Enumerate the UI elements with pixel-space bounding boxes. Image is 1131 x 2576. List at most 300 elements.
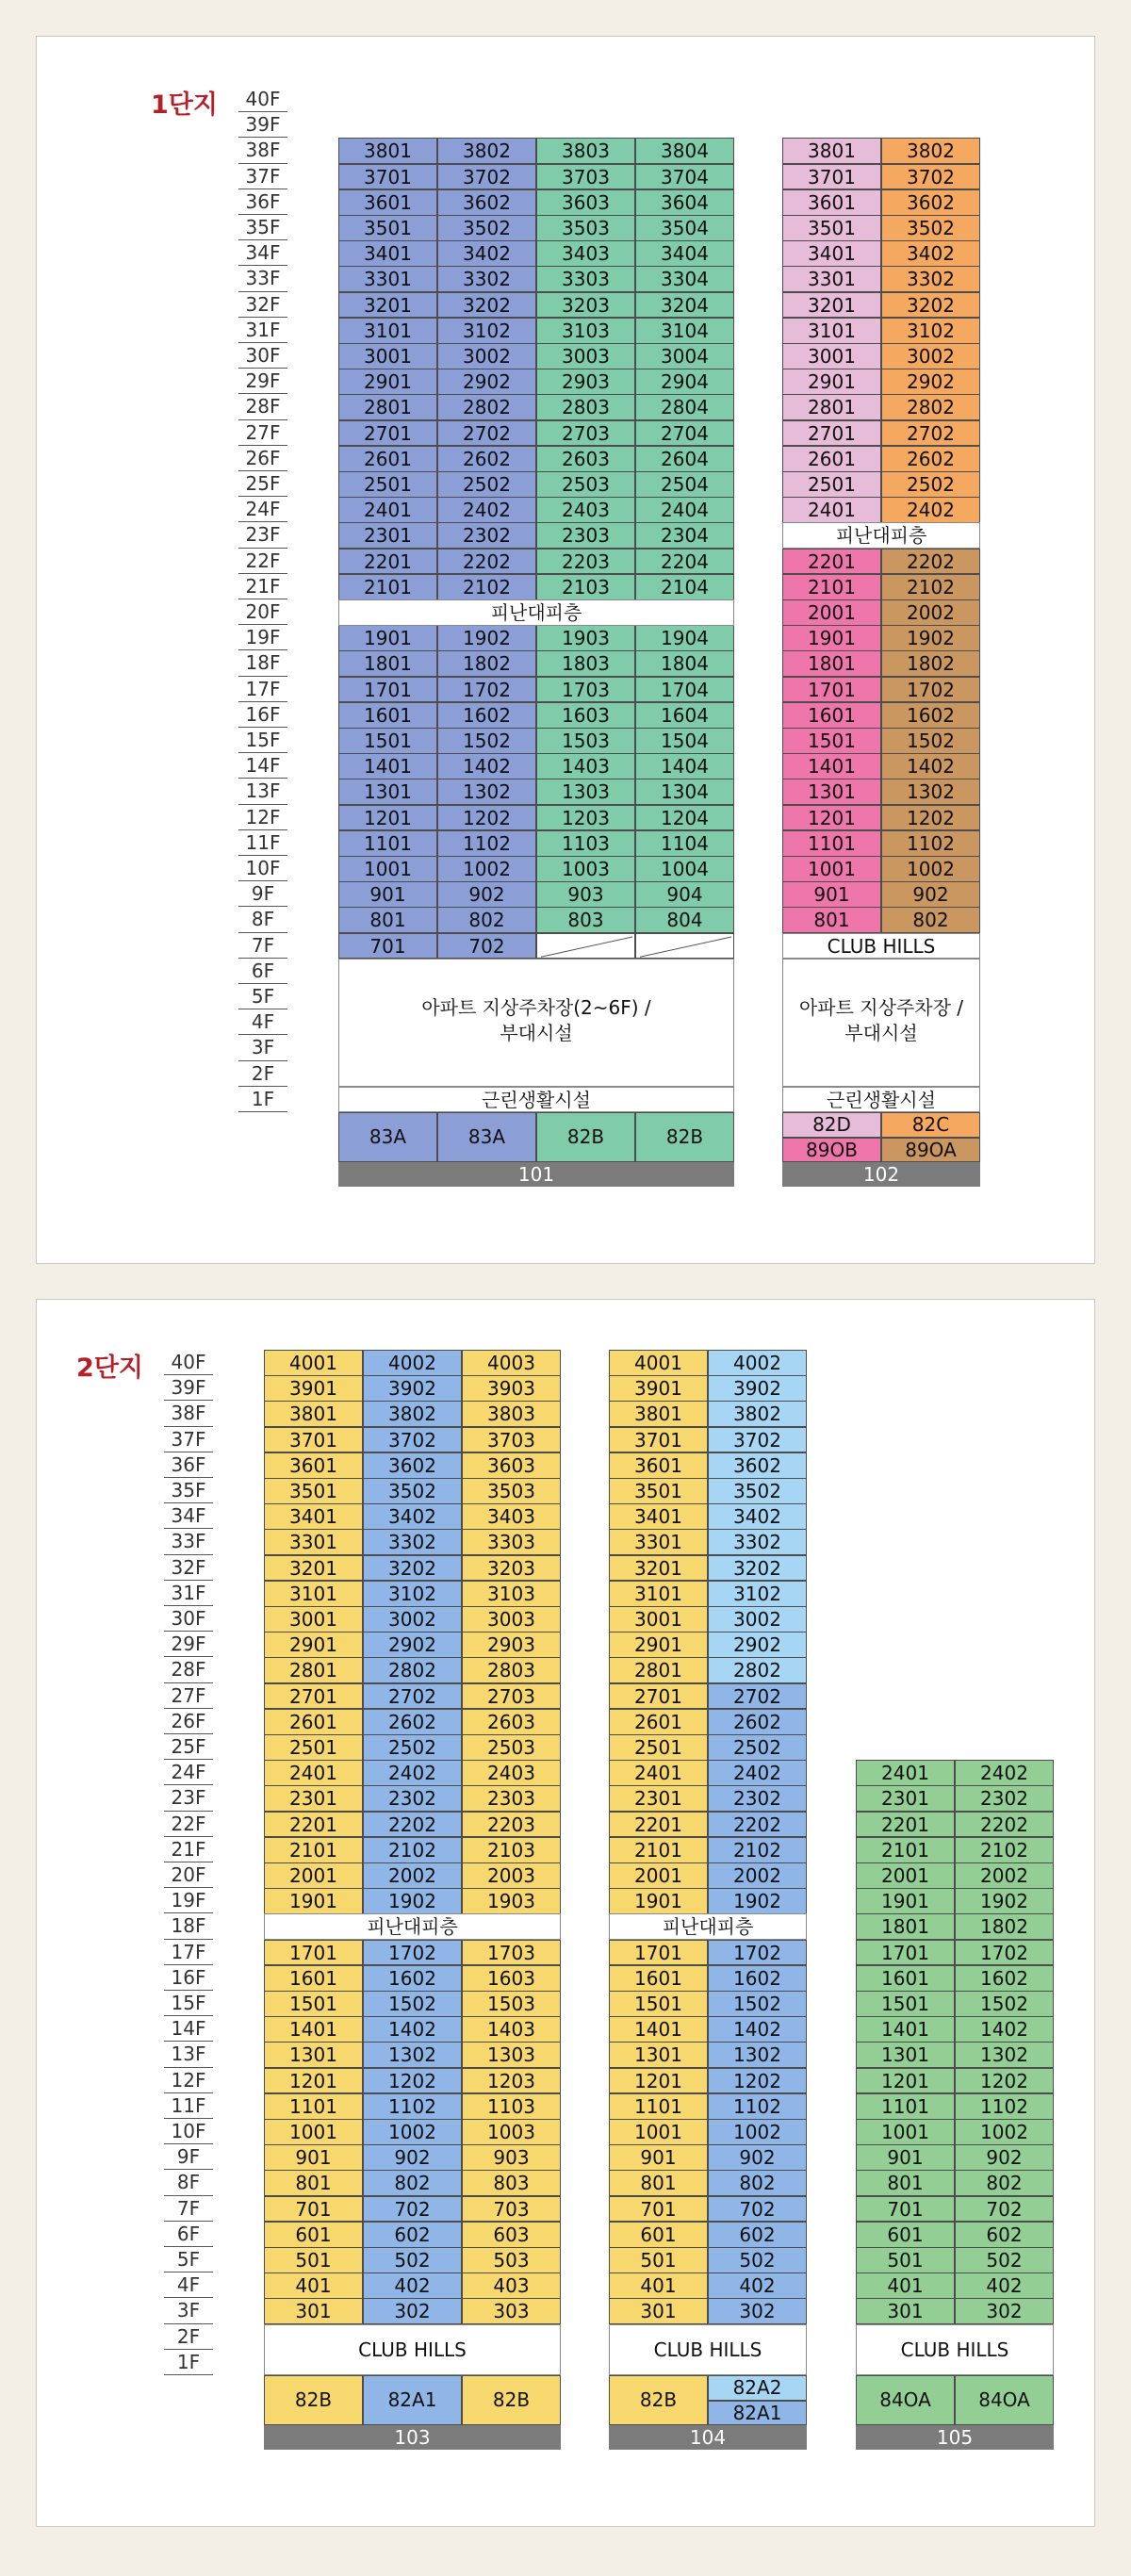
unit-cell: 1004 <box>635 856 734 882</box>
floor-label: 9F <box>164 2144 213 2170</box>
unit-cell: 3102 <box>363 1581 462 1607</box>
unit-type-label: 83A <box>338 1112 437 1162</box>
unit-cell: 3303 <box>536 266 635 292</box>
club-hills-label: CLUB HILLS <box>264 2324 561 2375</box>
unit-cell: 3901 <box>264 1375 363 1402</box>
refuge-floor-label: 피난대피층 <box>338 599 734 626</box>
unit-cell: 1503 <box>462 1991 561 2017</box>
unit-cell: 1102 <box>881 830 980 857</box>
unit-cell: 502 <box>708 2247 807 2273</box>
unit-cell: 701 <box>609 2196 708 2223</box>
unit-cell: 1903 <box>462 1888 561 1914</box>
unit-cell: 401 <box>856 2272 955 2299</box>
unit-cell: 2603 <box>462 1709 561 1735</box>
unit-cell: 3603 <box>536 189 635 216</box>
building-number-104: 104 <box>609 2425 807 2450</box>
unit-cell: 901 <box>856 2144 955 2171</box>
building-number-105: 105 <box>856 2425 1054 2450</box>
unit-cell: 1102 <box>708 2093 807 2120</box>
unit-cell: 1901 <box>264 1888 363 1914</box>
unit-cell: 3003 <box>462 1606 561 1633</box>
unit-cell: 2301 <box>856 1785 955 1812</box>
floor-label: 5F <box>164 2247 213 2272</box>
unit-cell: 1203 <box>462 2068 561 2094</box>
unit-type-label: 82B <box>609 2375 708 2425</box>
unit-cell: 3701 <box>264 1427 363 1453</box>
unit-cell: 301 <box>264 2298 363 2324</box>
unit-cell: 1802 <box>955 1913 1054 1940</box>
unit-cell: 1701 <box>264 1940 363 1966</box>
floor-label: 31F <box>238 318 287 343</box>
floor-label: 28F <box>238 394 287 419</box>
unit-cell: 3201 <box>264 1555 363 1582</box>
unit-cell: 2602 <box>708 1709 807 1735</box>
complex2-panel <box>36 1299 1095 2527</box>
unit-cell: 3401 <box>338 240 437 267</box>
unit-cell: 1501 <box>338 728 437 754</box>
unit-cell: 901 <box>609 2144 708 2171</box>
unit-cell: 1101 <box>856 2093 955 2120</box>
unit-cell: 3503 <box>536 215 635 241</box>
unit-cell: 902 <box>881 881 980 908</box>
refuge-floor-label: 피난대피층 <box>609 1913 807 1940</box>
unit-cell: 3303 <box>462 1529 561 1555</box>
unit-cell: 3702 <box>363 1427 462 1453</box>
floor-label: 24F <box>238 497 287 522</box>
unit-cell: 3202 <box>881 292 980 319</box>
unit-cell: 501 <box>856 2247 955 2273</box>
floor-label: 17F <box>164 1940 213 1965</box>
unit-cell: 3102 <box>437 318 536 344</box>
unit-cell: 2201 <box>338 549 437 575</box>
unit-cell: 2103 <box>462 1837 561 1863</box>
unit-cell: 2704 <box>635 420 734 447</box>
unit-cell: 3301 <box>338 266 437 292</box>
floor-label: 28F <box>164 1657 213 1682</box>
unit-cell: 801 <box>338 907 437 933</box>
unit-cell: 3302 <box>437 266 536 292</box>
unit-cell: 1202 <box>363 2068 462 2094</box>
floor-label: 29F <box>238 369 287 394</box>
unit-cell: 1002 <box>955 2119 1054 2145</box>
unit-cell: 1401 <box>856 2016 955 2043</box>
unit-cell: 2703 <box>536 420 635 447</box>
floor-label: 14F <box>238 753 287 779</box>
floor-label: 22F <box>238 549 287 574</box>
unit-cell: 3101 <box>609 1581 708 1607</box>
unit-cell: 3002 <box>881 343 980 369</box>
unit-cell: 1302 <box>437 779 536 805</box>
unit-cell: 2801 <box>264 1657 363 1683</box>
floor-label: 25F <box>238 471 287 497</box>
unit-type-label: 82C <box>881 1112 980 1138</box>
unit-cell: 3001 <box>338 343 437 369</box>
parking-facilities-block <box>338 959 734 1087</box>
unit-cell: 1201 <box>264 2068 363 2094</box>
unit-cell: 603 <box>462 2222 561 2248</box>
unit-cell: 1302 <box>363 2042 462 2068</box>
unit-cell: 902 <box>955 2144 1054 2171</box>
unit-cell: 2601 <box>338 446 437 472</box>
unit-cell: 401 <box>264 2272 363 2299</box>
unit-cell: 1702 <box>437 677 536 703</box>
unit-cell: 1102 <box>363 2093 462 2120</box>
unit-cell: 3501 <box>264 1478 363 1504</box>
unit-cell: 302 <box>708 2298 807 2324</box>
floor-label: 33F <box>238 266 287 291</box>
floor-label: 11F <box>238 830 287 856</box>
unit-cell: 2701 <box>609 1683 708 1710</box>
floor-label: 17F <box>238 677 287 702</box>
unit-cell: 3104 <box>635 318 734 344</box>
unit-cell: 3101 <box>338 318 437 344</box>
floor-label: 29F <box>164 1632 213 1657</box>
parking-facilities-block <box>782 959 980 1087</box>
unit-cell: 1701 <box>782 677 881 703</box>
floor-label: 3F <box>164 2298 213 2323</box>
unit-cell: 2102 <box>881 574 980 600</box>
unit-cell: 1101 <box>609 2093 708 2120</box>
unit-cell: 802 <box>363 2170 462 2196</box>
unit-cell: 1103 <box>462 2093 561 2120</box>
unit-cell: 3004 <box>635 343 734 369</box>
floor-label: 30F <box>164 1606 213 1632</box>
unit-cell: 1703 <box>536 677 635 703</box>
unit-cell: 2501 <box>782 471 881 498</box>
complex1-panel <box>36 36 1095 1264</box>
floor-label: 2F <box>164 2324 213 2350</box>
unit-cell: 1603 <box>462 1965 561 1992</box>
floor-label: 21F <box>238 574 287 599</box>
unit-cell: 1904 <box>635 625 734 651</box>
unit-cell: 3902 <box>708 1375 807 1402</box>
floor-label: 5F <box>238 984 287 1009</box>
unit-cell: 2602 <box>881 446 980 472</box>
empty-unit-slash <box>635 933 734 960</box>
unit-cell: 1002 <box>881 856 980 882</box>
unit-cell: 1502 <box>708 1991 807 2017</box>
unit-cell: 1301 <box>338 779 437 805</box>
unit-cell: 3103 <box>462 1581 561 1607</box>
unit-cell: 3502 <box>437 215 536 241</box>
floor-label: 1F <box>238 1087 287 1112</box>
unit-cell: 903 <box>462 2144 561 2171</box>
unit-cell: 3903 <box>462 1375 561 1402</box>
floor-label: 40F <box>164 1350 213 1375</box>
unit-cell: 2803 <box>536 394 635 420</box>
unit-cell: 801 <box>609 2170 708 2196</box>
unit-cell: 2601 <box>264 1709 363 1735</box>
unit-cell: 2504 <box>635 471 734 498</box>
unit-cell: 901 <box>264 2144 363 2171</box>
unit-cell: 1002 <box>363 2119 462 2145</box>
unit-cell: 602 <box>363 2222 462 2248</box>
unit-cell: 3001 <box>264 1606 363 1633</box>
unit-cell: 1002 <box>437 856 536 882</box>
unit-cell: 3702 <box>437 164 536 190</box>
floor-label: 6F <box>164 2222 213 2247</box>
floor-label: 6F <box>238 959 287 984</box>
unit-cell: 1201 <box>856 2068 955 2094</box>
unit-cell: 2001 <box>856 1862 955 1889</box>
unit-cell: 2102 <box>363 1837 462 1863</box>
unit-cell: 1402 <box>881 753 980 779</box>
floor-label: 35F <box>238 215 287 240</box>
unit-cell: 1502 <box>363 1991 462 2017</box>
unit-cell: 902 <box>437 881 536 908</box>
unit-cell: 3301 <box>264 1529 363 1555</box>
floor-label: 10F <box>164 2119 213 2144</box>
floor-label: 27F <box>164 1683 213 1709</box>
unit-cell: 2401 <box>264 1760 363 1786</box>
floor-label: 34F <box>238 240 287 266</box>
unit-cell: 3802 <box>708 1401 807 1427</box>
unit-cell: 1502 <box>881 728 980 754</box>
unit-cell: 2902 <box>708 1632 807 1658</box>
unit-cell: 901 <box>338 881 437 908</box>
club-hills-label: CLUB HILLS <box>782 933 980 960</box>
unit-cell: 1202 <box>708 2068 807 2094</box>
unit-cell: 1702 <box>708 1940 807 1966</box>
unit-cell: 2702 <box>881 420 980 447</box>
retail-facilities-label: 근린생활시설 <box>782 1087 980 1112</box>
unit-cell: 601 <box>609 2222 708 2248</box>
unit-cell: 503 <box>462 2247 561 2273</box>
unit-cell: 601 <box>856 2222 955 2248</box>
unit-cell: 2502 <box>363 1734 462 1761</box>
unit-cell: 601 <box>264 2222 363 2248</box>
unit-cell: 2501 <box>609 1734 708 1761</box>
unit-cell: 1601 <box>782 702 881 729</box>
unit-cell: 1901 <box>856 1888 955 1914</box>
floor-label: 30F <box>238 343 287 369</box>
unit-cell: 1601 <box>609 1965 708 1992</box>
unit-cell: 3003 <box>536 343 635 369</box>
unit-cell: 3802 <box>437 138 536 164</box>
unit-cell: 2003 <box>462 1862 561 1889</box>
unit-cell: 1301 <box>856 2042 955 2068</box>
floor-label: 26F <box>238 446 287 471</box>
parking-label-line1: 아파트 지상주차장 / <box>798 995 963 1019</box>
unit-cell: 2102 <box>955 1837 1054 1863</box>
unit-cell: 3501 <box>338 215 437 241</box>
unit-cell: 1202 <box>955 2068 1054 2094</box>
unit-cell: 3802 <box>881 138 980 164</box>
refuge-floor-label: 피난대피층 <box>782 522 980 549</box>
unit-cell: 3801 <box>782 138 881 164</box>
unit-cell: 301 <box>609 2298 708 2324</box>
unit-cell: 2701 <box>338 420 437 447</box>
unit-cell: 3701 <box>782 164 881 190</box>
unit-cell: 2103 <box>536 574 635 600</box>
unit-cell: 1501 <box>782 728 881 754</box>
floor-label: 7F <box>164 2196 213 2222</box>
unit-cell: 2102 <box>437 574 536 600</box>
floor-label: 32F <box>238 292 287 318</box>
unit-cell: 3203 <box>536 292 635 319</box>
unit-cell: 3403 <box>536 240 635 267</box>
unit-cell: 2502 <box>708 1734 807 1761</box>
unit-cell: 2302 <box>708 1785 807 1812</box>
unit-cell: 2101 <box>338 574 437 600</box>
unit-cell: 802 <box>955 2170 1054 2196</box>
unit-cell: 1101 <box>782 830 881 857</box>
unit-cell: 3802 <box>363 1401 462 1427</box>
unit-cell: 3801 <box>338 138 437 164</box>
unit-cell: 501 <box>609 2247 708 2273</box>
unit-cell: 1403 <box>536 753 635 779</box>
unit-cell: 1402 <box>708 2016 807 2043</box>
unit-cell: 3202 <box>363 1555 462 1582</box>
unit-cell: 1502 <box>437 728 536 754</box>
unit-cell: 3002 <box>437 343 536 369</box>
unit-cell: 2203 <box>462 1812 561 1838</box>
unit-cell: 1302 <box>881 779 980 805</box>
floor-label: 38F <box>164 1401 213 1426</box>
unit-cell: 3204 <box>635 292 734 319</box>
unit-cell: 1001 <box>338 856 437 882</box>
unit-cell: 3902 <box>363 1375 462 1402</box>
unit-cell: 1603 <box>536 702 635 729</box>
unit-cell: 2701 <box>264 1683 363 1710</box>
unit-cell: 2402 <box>437 497 536 523</box>
unit-type-label: 84OA <box>955 2375 1054 2425</box>
unit-cell: 3501 <box>609 1478 708 1504</box>
unit-cell: 1101 <box>264 2093 363 2120</box>
floor-label: 31F <box>164 1581 213 1606</box>
floor-label: 16F <box>238 702 287 728</box>
floor-label: 2F <box>238 1061 287 1087</box>
unit-cell: 3804 <box>635 138 734 164</box>
unit-cell: 1201 <box>609 2068 708 2094</box>
unit-cell: 1001 <box>609 2119 708 2145</box>
floor-label: 21F <box>164 1837 213 1862</box>
unit-cell: 3502 <box>881 215 980 241</box>
unit-cell: 3001 <box>782 343 881 369</box>
unit-cell: 702 <box>708 2196 807 2223</box>
unit-cell: 2601 <box>609 1709 708 1735</box>
unit-cell: 2302 <box>437 522 536 549</box>
unit-cell: 1102 <box>955 2093 1054 2120</box>
unit-cell: 3002 <box>708 1606 807 1633</box>
floor-label: 27F <box>238 420 287 446</box>
unit-cell: 904 <box>635 881 734 908</box>
unit-type-label: 82B <box>536 1112 635 1162</box>
unit-cell: 2402 <box>363 1760 462 1786</box>
unit-type-label: 82A1 <box>708 2401 807 2426</box>
unit-cell: 1702 <box>363 1940 462 1966</box>
unit-cell: 2801 <box>782 394 881 420</box>
unit-cell: 703 <box>462 2196 561 2223</box>
unit-cell: 2701 <box>782 420 881 447</box>
floor-label: 18F <box>238 650 287 676</box>
unit-cell: 1602 <box>437 702 536 729</box>
unit-cell: 3101 <box>264 1581 363 1607</box>
unit-cell: 1003 <box>536 856 635 882</box>
unit-cell: 2702 <box>363 1683 462 1710</box>
unit-cell: 303 <box>462 2298 561 2324</box>
unit-cell: 1702 <box>881 677 980 703</box>
unit-cell: 4002 <box>708 1350 807 1376</box>
unit-cell: 1102 <box>437 830 536 857</box>
unit-cell: 2903 <box>536 369 635 395</box>
unit-cell: 2602 <box>437 446 536 472</box>
unit-cell: 1201 <box>782 805 881 831</box>
unit-cell: 3602 <box>708 1452 807 1479</box>
unit-cell: 2101 <box>264 1837 363 1863</box>
unit-type-label: 89OB <box>782 1138 881 1163</box>
unit-cell: 302 <box>363 2298 462 2324</box>
unit-cell: 3601 <box>609 1452 708 1479</box>
unit-type-label: 83A <box>437 1112 536 1162</box>
floor-label: 13F <box>238 779 287 804</box>
unit-cell: 1601 <box>856 1965 955 1992</box>
unit-cell: 1601 <box>338 702 437 729</box>
unit-cell: 1801 <box>856 1913 955 1940</box>
unit-cell: 1201 <box>338 805 437 831</box>
unit-cell: 3403 <box>462 1503 561 1530</box>
unit-cell: 2201 <box>856 1812 955 1838</box>
unit-cell: 2403 <box>536 497 635 523</box>
club-hills-label: CLUB HILLS <box>609 2324 807 2375</box>
unit-cell: 3404 <box>635 240 734 267</box>
unit-cell: 2804 <box>635 394 734 420</box>
unit-cell: 1501 <box>609 1991 708 2017</box>
unit-cell: 3701 <box>338 164 437 190</box>
unit-cell: 2401 <box>338 497 437 523</box>
parking-label-line2: 부대시설 <box>844 1021 918 1044</box>
unit-cell: 2901 <box>609 1632 708 1658</box>
unit-cell: 3604 <box>635 189 734 216</box>
unit-cell: 402 <box>363 2272 462 2299</box>
unit-cell: 3402 <box>437 240 536 267</box>
unit-cell: 3304 <box>635 266 734 292</box>
unit-cell: 2002 <box>363 1862 462 1889</box>
floor-label: 25F <box>164 1734 213 1760</box>
empty-unit-slash <box>536 933 635 960</box>
unit-cell: 3602 <box>363 1452 462 1479</box>
floor-label: 11F <box>164 2093 213 2119</box>
unit-type-label: 82B <box>462 2375 561 2425</box>
unit-cell: 1002 <box>708 2119 807 2145</box>
unit-cell: 1402 <box>437 753 536 779</box>
unit-cell: 2202 <box>881 549 980 575</box>
unit-cell: 2601 <box>782 446 881 472</box>
unit-cell: 803 <box>536 907 635 933</box>
unit-cell: 3503 <box>462 1478 561 1504</box>
unit-cell: 1304 <box>635 779 734 805</box>
floor-label: 19F <box>238 625 287 650</box>
unit-cell: 3201 <box>782 292 881 319</box>
unit-cell: 1404 <box>635 753 734 779</box>
unit-cell: 2301 <box>264 1785 363 1812</box>
unit-cell: 2502 <box>437 471 536 498</box>
unit-cell: 3803 <box>536 138 635 164</box>
unit-cell: 3002 <box>363 1606 462 1633</box>
unit-cell: 701 <box>264 2196 363 2223</box>
unit-cell: 3401 <box>609 1503 708 1530</box>
unit-cell: 2204 <box>635 549 734 575</box>
unit-cell: 402 <box>708 2272 807 2299</box>
unit-cell: 1901 <box>609 1888 708 1914</box>
floor-label: 20F <box>238 599 287 625</box>
floor-label: 19F <box>164 1888 213 1913</box>
unit-cell: 4001 <box>264 1350 363 1376</box>
unit-cell: 3801 <box>264 1401 363 1427</box>
unit-type-label: 82B <box>635 1112 734 1162</box>
unit-cell: 2304 <box>635 522 734 549</box>
unit-cell: 2801 <box>609 1657 708 1683</box>
